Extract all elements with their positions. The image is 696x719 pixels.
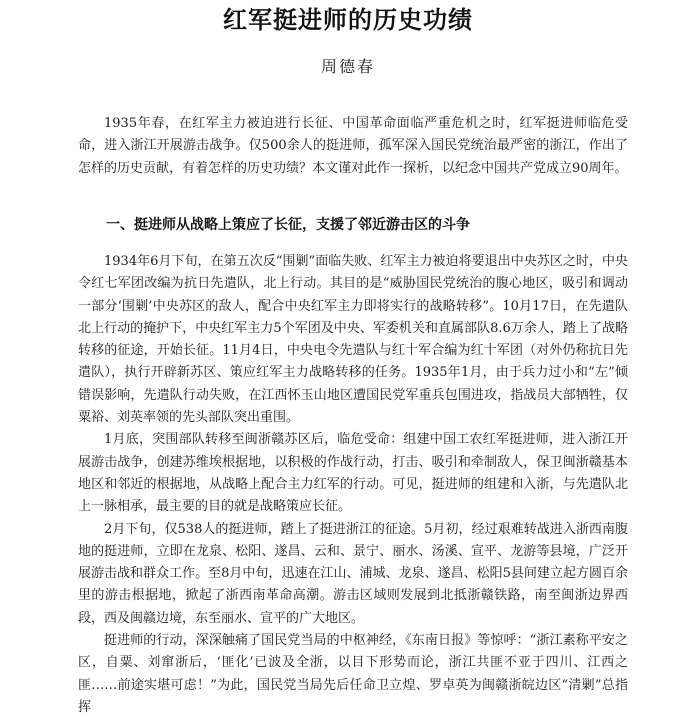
abstract-paragraph: 1935年春，在红军主力被迫进行长征、中国革命面临严重危机之时，红军挺进师临危受命，进入浙江开展游击战争。仅500余人的挺进师，孤军深入国民党统治最严密的浙江，作出了怎样的历史贡献，有着怎样的历史功绩？本文谨对此作一探析，以纪念中国共产党成立90周年。 — [78, 116, 628, 176]
body-paragraph-1: 1934年6月下旬，在第五次反“围剿”面临失败、红军主力被迫将要退出中央苏区之时，中央令红七军团改编为抗日先遣队，北上行动。其目的是“威胁国民党统治的腹心地区，吸引和调动一部分‘围剿’中央苏区的敌人，配合中央红军主力即将实行的战略转移”。10月17日，在先遣队北上行动的掩护下，中央红军主力5个军团及中央、军委机关和直属部队8.6万余人，踏上了战略转移的征途，开始长征。11月4日，中央电令先遣队与红十军合编为红十军团（对外仍称抗日先遣队），执行开辟新苏区、策应红军主力战略转移的任务。1935年1月，由于兵力过小和“左”倾错误影响，先遣队行动失败，在江西怀玉山地区遭国民党军重兵包围进攻，指战员大部牺牲，仅粟裕、刘英率领的先头部队突出重围。 — [78, 254, 628, 426]
body-paragraph-2: 1月底，突围部队转移至闽浙赣苏区后，临危受命：组建中国工农红军挺进师，进入浙江开展游击战争，创建苏维埃根据地，以积极的作战行动，打击、吸引和牵制敌人，保卫闽浙赣基本地区和邻近的根据地，从战略上配合主力红军的行动。可见，挺进师的组建和入浙，与先遣队北上一脉相承，最主要的目的就是战略策应长征。 — [78, 432, 628, 515]
body-paragraph-4: 挺进师的行动，深深触痛了国民党当局的中枢神经，《东南日报》等惊呼：“浙江素称平安之区，自粟、刘窜浙后，‘匪化’已波及全浙，以目下形势而论，浙江共匪不亚于四川、江西之匪……前途实堪可虑！”为此，国民党当局先后任命卫立煌、罗卓英为闽赣浙皖边区“清剿”总指挥 — [78, 633, 628, 715]
article-author: 周德春 — [320, 57, 375, 76]
section-body — [78, 251, 628, 719]
section-heading: 一、挺进师从战略上策应了长征，支援了邻近游击区的斗争 — [106, 217, 470, 233]
abstract — [78, 113, 628, 180]
article-title: 红军挺进师的历史功绩 — [223, 6, 473, 34]
body-paragraph-3: 2月下旬，仅538人的挺进师，踏上了挺进浙江的征途。5月初，经过艰难转战进入浙西南腹地的挺进师，立即在龙泉、松阳、遂昌、云和、景宁、丽水、汤溪、宣平、龙游等县境，广泛开展游击战和群众工作。至8月中旬，迅速在江山、浦城、龙泉、遂昌、松阳5县间建立起方圆百余里的游击根据地，掀起了浙西南革命高潮。游击区域则发展到北抵浙赣铁路，南至闽浙边界西段，西及闽赣边境，东至丽水、宣平的广大地区。 — [78, 521, 628, 626]
